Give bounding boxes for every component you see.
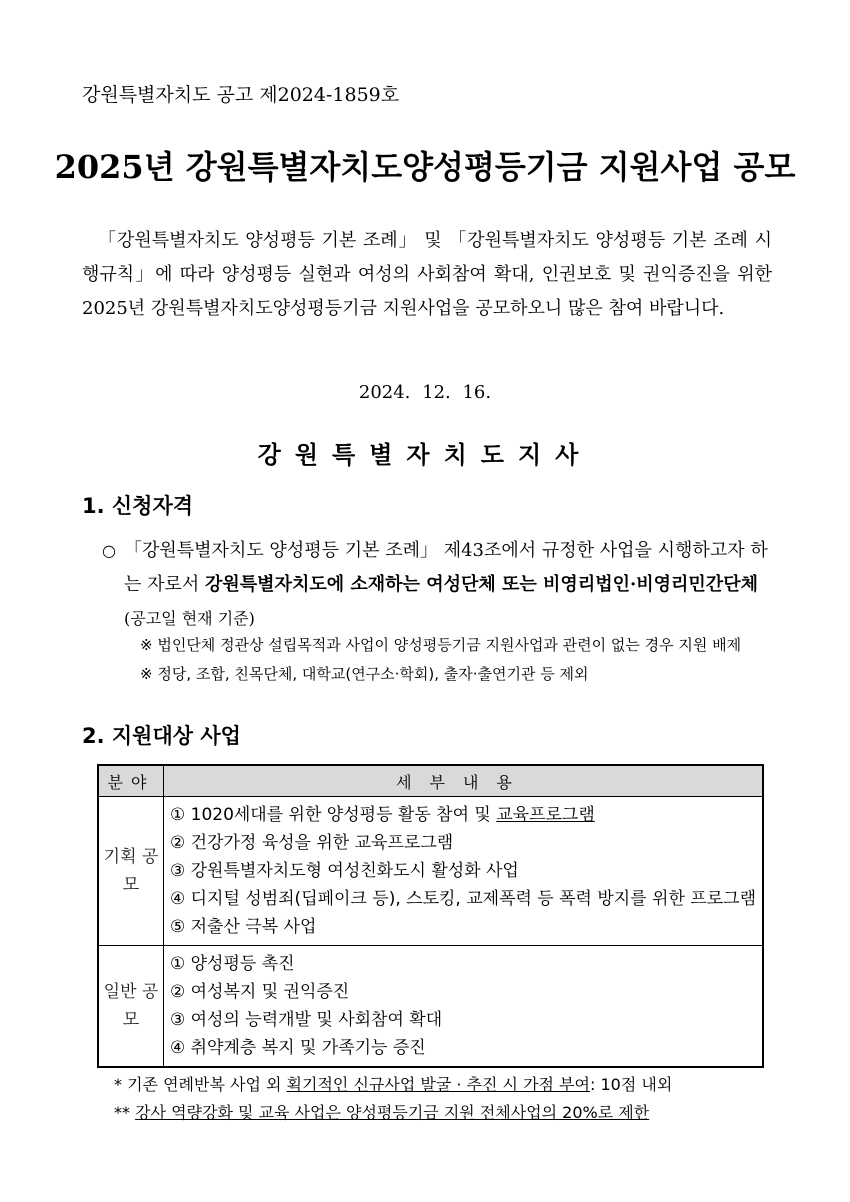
item-number: ② bbox=[169, 833, 186, 853]
footnote-underlined: 강사 역량강화 및 교육 사업은 양성평등기금 지원 전체사업의 20%로 제한 bbox=[135, 1103, 650, 1122]
table-row bbox=[98, 946, 763, 1068]
section-heading-programs: 2. 지원대상 사업 bbox=[82, 724, 241, 748]
notice-number: 강원특별자치도 공고 제2024-1859호 bbox=[82, 84, 400, 106]
list-item bbox=[170, 801, 756, 829]
eligibility-text bbox=[102, 534, 774, 636]
item-text: 취약계층 복지 및 가족기능 증진 bbox=[190, 1038, 426, 1058]
table-cell-details bbox=[163, 797, 763, 946]
item-number: ④ bbox=[169, 889, 186, 909]
list-item bbox=[170, 1006, 756, 1034]
footnote-mark: ** bbox=[114, 1103, 130, 1122]
list-item bbox=[170, 913, 756, 941]
item-number: ③ bbox=[169, 1010, 186, 1030]
footnote bbox=[114, 1100, 649, 1123]
item-number: ① bbox=[169, 805, 186, 825]
item-text: 디지털 성범죄(딥페이크 등), 스토킹, 교제폭력 등 폭력 방지를 위한 프로그램 bbox=[190, 889, 756, 909]
item-number: ③ bbox=[169, 861, 186, 881]
footnote-text: 기존 연례반복 사업 외 bbox=[127, 1075, 287, 1094]
footnote bbox=[114, 1072, 672, 1095]
eligibility-note: ※ 법인단체 정관상 설립목적과 사업이 양성평등기금 지원사업과 관련이 없는 경우 지원 배제 bbox=[140, 636, 742, 654]
item-number: ① bbox=[169, 954, 186, 974]
list-item bbox=[170, 857, 756, 885]
item-text-underlined: 교육프로그램 bbox=[496, 805, 595, 825]
item-number: ④ bbox=[169, 1038, 186, 1058]
table-header-row bbox=[98, 765, 763, 797]
item-text: 1020세대를 위한 양성평등 활동 참여 및 bbox=[190, 805, 497, 825]
issuer-name: 강원특별자치도지사 bbox=[257, 440, 593, 469]
eligibility-note: ※ 정당, 조합, 친목단체, 대학교(연구소·학회), 출자·출연기관 등 제외 bbox=[140, 665, 589, 683]
item-number: ⑤ bbox=[169, 917, 186, 937]
item-text: 여성복지 및 권익증진 bbox=[190, 982, 350, 1002]
list-item bbox=[170, 978, 756, 1006]
notice-date: 2024. 12. 16. bbox=[358, 382, 492, 403]
item-text: 저출산 극복 사업 bbox=[190, 917, 317, 937]
eligibility-text-a: 「강원특별자치도 양성평등 기본 조례」 제43조에서 규정한 사업을 시행하고자 하는 자로서 bbox=[124, 540, 768, 595]
list-item bbox=[170, 885, 756, 913]
eligibility-text-note: (공고일 현재 기준) bbox=[124, 609, 255, 628]
table-header-field: 분야 bbox=[98, 765, 163, 797]
bullet-icon: ○ bbox=[102, 541, 116, 560]
support-table bbox=[97, 764, 764, 1068]
item-text: 양성평등 촉진 bbox=[190, 954, 295, 974]
list-item bbox=[170, 829, 756, 857]
list-item bbox=[170, 950, 756, 978]
page-title: 2025년 강원특별자치도양성평등기금 지원사업 공모 bbox=[54, 148, 796, 186]
section-heading-eligibility: 1. 신청자격 bbox=[82, 494, 194, 518]
eligibility-text-bold: 강원특별자치도에 소재하는 여성단체 또는 비영리법인·비영리민간단체 bbox=[205, 574, 758, 595]
footnote-underlined: 획기적인 신규사업 발굴 · 추진 시 가점 부여 bbox=[286, 1075, 590, 1094]
item-text: 건강가정 육성을 위한 교육프로그램 bbox=[190, 833, 454, 853]
footnote-mark: * bbox=[114, 1075, 122, 1094]
list-item bbox=[170, 1034, 756, 1062]
footnote-suffix: : 10점 내외 bbox=[590, 1075, 673, 1094]
eligibility-item bbox=[102, 534, 774, 636]
intro-paragraph: 「강원특별자치도 양성평등 기본 조례」 및 「강원특별자치도 양성평등 기본 조례 시행규칙」에 따라 양성평등 실현과 여성의 사회참여 확대, 인권보호 및 권익증진을 위한 2025년 강원특별자치도양성평등기금 지원사업을 공모하오니 많은 참여 바랍니다. bbox=[82, 230, 772, 319]
table-cell-field: 일반 공모 bbox=[98, 946, 163, 1068]
table-header-details: 세부내용 bbox=[163, 765, 763, 797]
table-cell-details bbox=[163, 946, 763, 1068]
table-cell-field: 기획 공모 bbox=[98, 797, 163, 946]
table-row bbox=[98, 797, 763, 946]
item-text: 강원특별자치도형 여성친화도시 활성화 사업 bbox=[190, 861, 519, 881]
item-text: 여성의 능력개발 및 사회참여 확대 bbox=[190, 1010, 443, 1030]
item-number: ② bbox=[169, 982, 186, 1002]
